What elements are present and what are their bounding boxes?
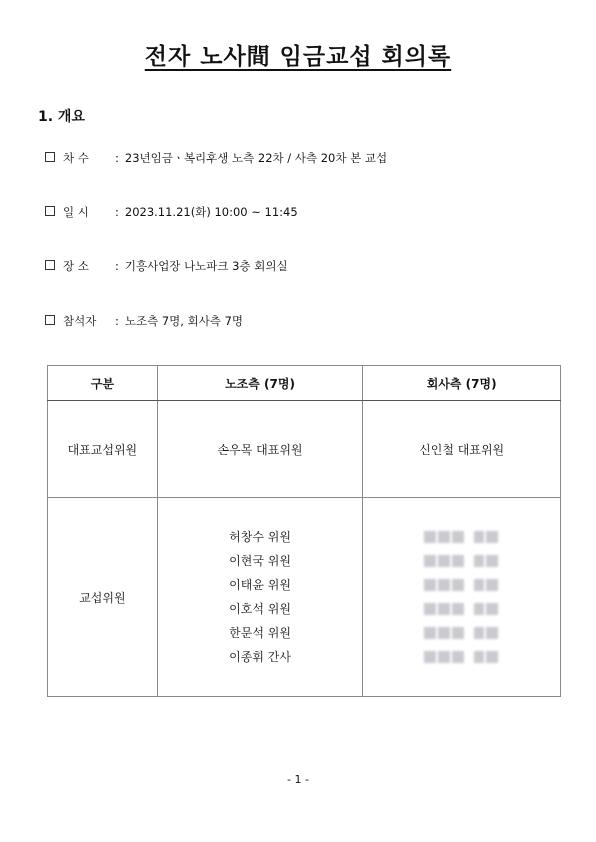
overview-value: 2023.11.21(화) 10:00 ~ 11:45: [124, 205, 298, 219]
redacted-name: [424, 573, 500, 597]
overview-value: 기흥사업장 나노파크 3층 회의실: [124, 259, 288, 273]
redacted-name: [424, 549, 500, 573]
list-item: 이호석 위원: [229, 602, 291, 616]
rep-category: 대표교섭위원: [48, 401, 158, 498]
overview-item-datetime: 일 시 : 2023.11.21(화) 10:00 ~ 11:45: [45, 204, 298, 220]
document-title: 전자 노사間 임금교섭 회의록: [144, 44, 452, 70]
table-row-representative: [48, 401, 561, 498]
table-row-members: [48, 498, 561, 697]
list-item: 이현국 위원: [229, 554, 291, 568]
member-category: 교섭위원: [48, 498, 158, 697]
redacted-name: [424, 597, 500, 621]
checkbox-square-icon: [45, 315, 55, 325]
list-item: 이태윤 위원: [229, 578, 291, 592]
overview-label: 장 소: [63, 259, 89, 273]
list-item: 허창수 위원: [229, 530, 291, 544]
member-union-cell: [157, 498, 363, 697]
rep-union: 손우목 대표위원: [157, 401, 363, 498]
header-company: 회사측 (7명): [363, 366, 561, 401]
attendee-table: [47, 365, 561, 697]
checkbox-square-icon: [45, 152, 55, 162]
list-item: 한문석 위원: [229, 626, 291, 640]
overview-item-attendees: 참석자 : 노조측 7명, 회사측 7명: [45, 313, 243, 329]
overview-item-session: 차 수 : 23년임금ㆍ복리후생 노측 22차 / 사측 20차 본 교섭: [45, 150, 387, 166]
overview-value: 노조측 7명, 회사측 7명: [124, 314, 244, 328]
redacted-names: [424, 525, 500, 669]
overview-value: 23년임금ㆍ복리후생 노측 22차 / 사측 20차 본 교섭: [124, 151, 388, 165]
overview-label: 일 시: [63, 205, 89, 219]
redacted-name: [424, 525, 500, 549]
union-member-list: [229, 525, 291, 669]
checkbox-square-icon: [45, 206, 55, 216]
table-header-row: [48, 366, 561, 401]
member-company-cell-redacted: [363, 498, 561, 697]
redacted-name: [424, 645, 500, 669]
checkbox-square-icon: [45, 260, 55, 270]
header-union: 노조측 (7명): [157, 366, 363, 401]
page-number: - 1 -: [287, 773, 309, 786]
overview-label: 차 수: [63, 151, 89, 165]
redacted-name: [424, 621, 500, 645]
overview-item-place: 장 소 : 기흥사업장 나노파크 3층 회의실: [45, 258, 288, 274]
overview-label: 참석자: [63, 314, 97, 328]
header-category: 구분: [48, 366, 158, 401]
section-heading: 1. 개요: [38, 109, 85, 125]
list-item: 이종휘 간사: [229, 650, 291, 664]
rep-company: 신인철 대표위원: [363, 401, 561, 498]
